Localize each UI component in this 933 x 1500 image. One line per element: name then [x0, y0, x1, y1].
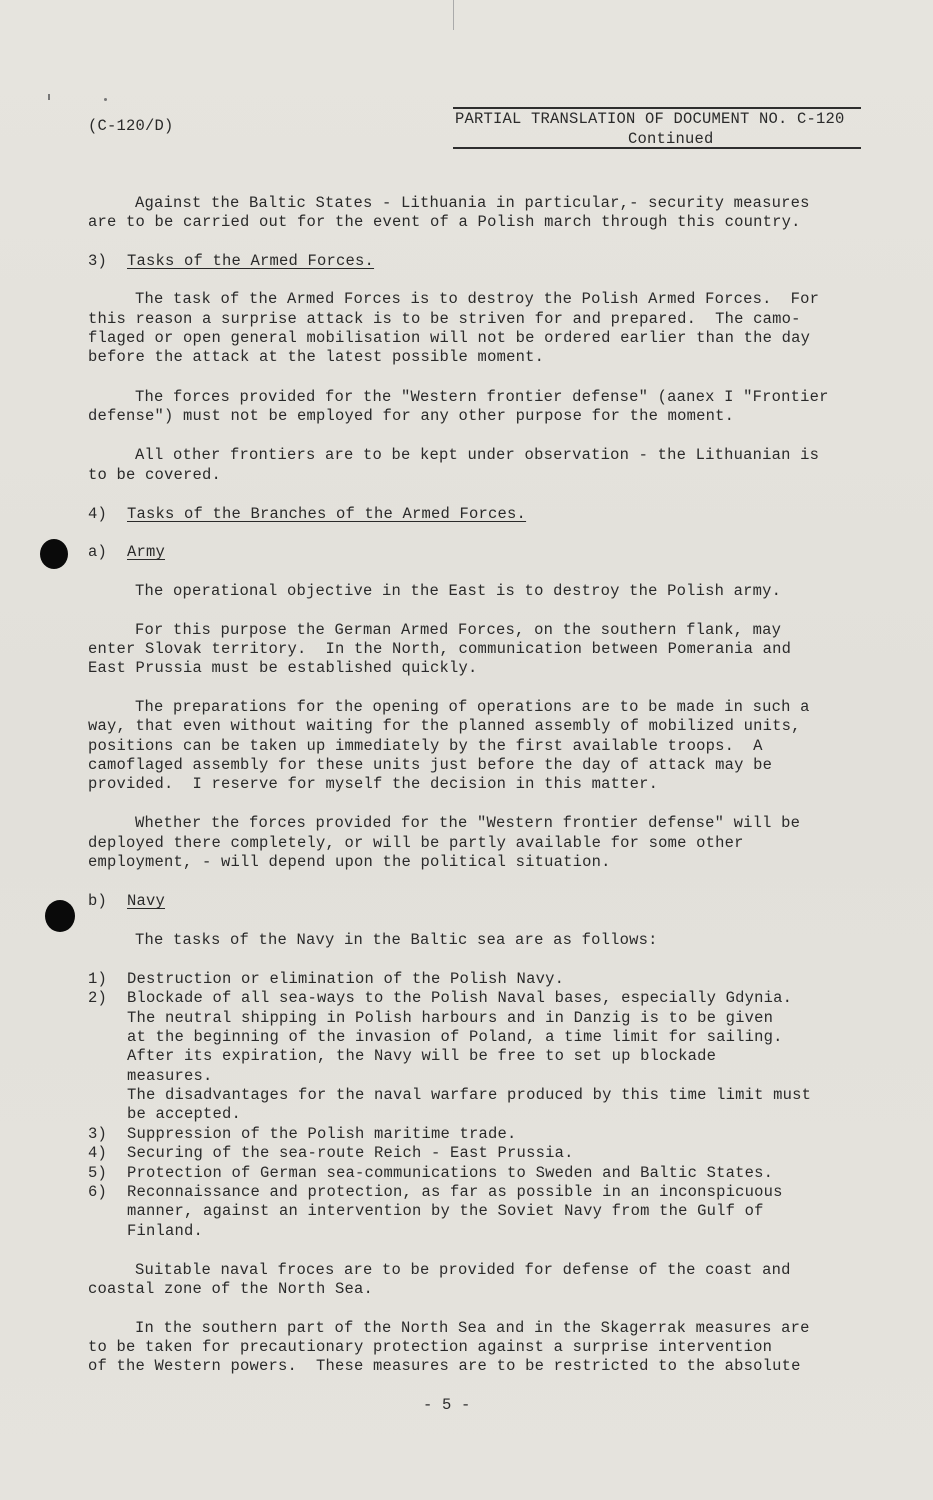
- paragraph-line: The operational objective in the East is to destroy the Polish army.: [135, 582, 782, 600]
- paragraph-line: to be covered.: [88, 466, 222, 484]
- paragraph-line: Against the Baltic States - Lithuania in particular,- security measures: [135, 194, 810, 212]
- header-top-rule: [453, 107, 861, 109]
- list-item-line: Securing of the sea-route Reich - East Prussia.: [127, 1144, 574, 1162]
- punch-hole: [45, 900, 75, 932]
- paragraph-line: Suitable naval froces are to be provided for defense of the coast and: [135, 1261, 791, 1279]
- section-number: 4): [88, 505, 108, 523]
- list-item-line: Finland.: [127, 1222, 204, 1240]
- paragraph-line: coastal zone of the North Sea.: [88, 1280, 374, 1298]
- paragraph-line: In the southern part of the North Sea and in the Skagerrak measures are: [135, 1319, 810, 1337]
- scan-mark: [453, 0, 454, 30]
- scan-mark: [48, 94, 50, 100]
- header-bottom-rule: [453, 147, 861, 149]
- list-number: 3): [88, 1125, 108, 1143]
- paragraph-line: provided. I reserve for myself the decision in this matter.: [88, 775, 659, 793]
- paragraph-line: East Prussia must be established quickly.: [88, 659, 478, 677]
- list-number: 2): [88, 989, 108, 1007]
- paragraph-line: to be taken for precautionary protection against a surprise intervention: [88, 1338, 773, 1356]
- section-number: 3): [88, 252, 108, 270]
- paragraph-line: of the Western powers. These measures are to be restricted to the absolute: [88, 1357, 801, 1375]
- subsection-heading: Army: [127, 543, 166, 561]
- paragraph-line: The preparations for the opening of operations are to be made in such a: [135, 698, 810, 716]
- header-subtitle: Continued: [628, 130, 714, 148]
- list-number: 5): [88, 1164, 108, 1182]
- list-item-line: Blockade of all sea-ways to the Polish Naval bases, especially Gdynia.: [127, 989, 793, 1007]
- paragraph-line: way, that even without waiting for the planned assembly of mobilized units,: [88, 717, 801, 735]
- paragraph-line: The task of the Armed Forces is to destroy the Polish Armed Forces. For: [135, 290, 820, 308]
- section-heading: Tasks of the Branches of the Armed Forces.: [127, 505, 527, 523]
- paragraph-line: Whether the forces provided for the "Western frontier defense" will be: [135, 814, 801, 832]
- paragraph-line: All other frontiers are to be kept under observation - the Lithuanian is: [135, 446, 820, 464]
- list-item-line: After its expiration, the Navy will be free to set up blockade: [127, 1047, 717, 1065]
- paragraph-line: The tasks of the Navy in the Baltic sea are as follows:: [135, 931, 658, 949]
- list-item-line: be accepted.: [127, 1105, 242, 1123]
- scan-mark: [104, 98, 107, 101]
- document-reference: (C-120/D): [88, 117, 174, 135]
- list-item-line: The neutral shipping in Polish harbours and in Danzig is to be given: [127, 1009, 774, 1027]
- paragraph-line: For this purpose the German Armed Forces, on the southern flank, may: [135, 621, 782, 639]
- list-item-line: Protection of German sea-communications to Sweden and Baltic States.: [127, 1164, 774, 1182]
- paragraph-line: are to be carried out for the event of a Polish march through this country.: [88, 213, 801, 231]
- paragraph-line: camoflaged assembly for these units just before the day of attack may be: [88, 756, 773, 774]
- paragraph-line: deployed there completely, or will be partly available for some other: [88, 834, 744, 852]
- header-title: PARTIAL TRANSLATION OF DOCUMENT NO. C-120: [455, 110, 845, 128]
- subsection-letter: a): [88, 543, 108, 561]
- paragraph-line: positions can be taken up immediately by the first available troops. A: [88, 737, 763, 755]
- punch-hole: [40, 539, 68, 569]
- paragraph-line: employment, - will depend upon the political situation.: [88, 853, 611, 871]
- list-item-line: The disadvantages for the naval warfare produced by this time limit must: [127, 1086, 812, 1104]
- section-heading: Tasks of the Armed Forces.: [127, 252, 375, 270]
- paragraph-line: flaged or open general mobilisation will not be ordered earlier than the day: [88, 329, 811, 347]
- paragraph-line: enter Slovak territory. In the North, communication between Pomerania and: [88, 640, 792, 658]
- subsection-letter: b): [88, 892, 108, 910]
- paragraph-line: defense") must not be employed for any other purpose for the moment.: [88, 407, 735, 425]
- list-item-line: Suppression of the Polish maritime trade.: [127, 1125, 517, 1143]
- list-number: 6): [88, 1183, 108, 1201]
- subsection-heading: Navy: [127, 892, 166, 910]
- list-number: 1): [88, 970, 108, 988]
- list-item-line: Reconnaissance and protection, as far as possible in an inconspicuous: [127, 1183, 783, 1201]
- list-item-line: measures.: [127, 1067, 213, 1085]
- page-number: - 5 -: [423, 1396, 471, 1414]
- list-item-line: manner, against an intervention by the Soviet Navy from the Gulf of: [127, 1202, 764, 1220]
- paragraph-line: before the attack at the latest possible moment.: [88, 348, 545, 366]
- list-number: 4): [88, 1144, 108, 1162]
- paragraph-line: this reason a surprise attack is to be striven for and prepared. The camo-: [88, 310, 801, 328]
- paragraph-line: The forces provided for the "Western frontier defense" (aanex I "Frontier: [135, 388, 829, 406]
- list-item-line: Destruction or elimination of the Polish Navy.: [127, 970, 565, 988]
- list-item-line: at the beginning of the invasion of Poland, a time limit for sailing.: [127, 1028, 783, 1046]
